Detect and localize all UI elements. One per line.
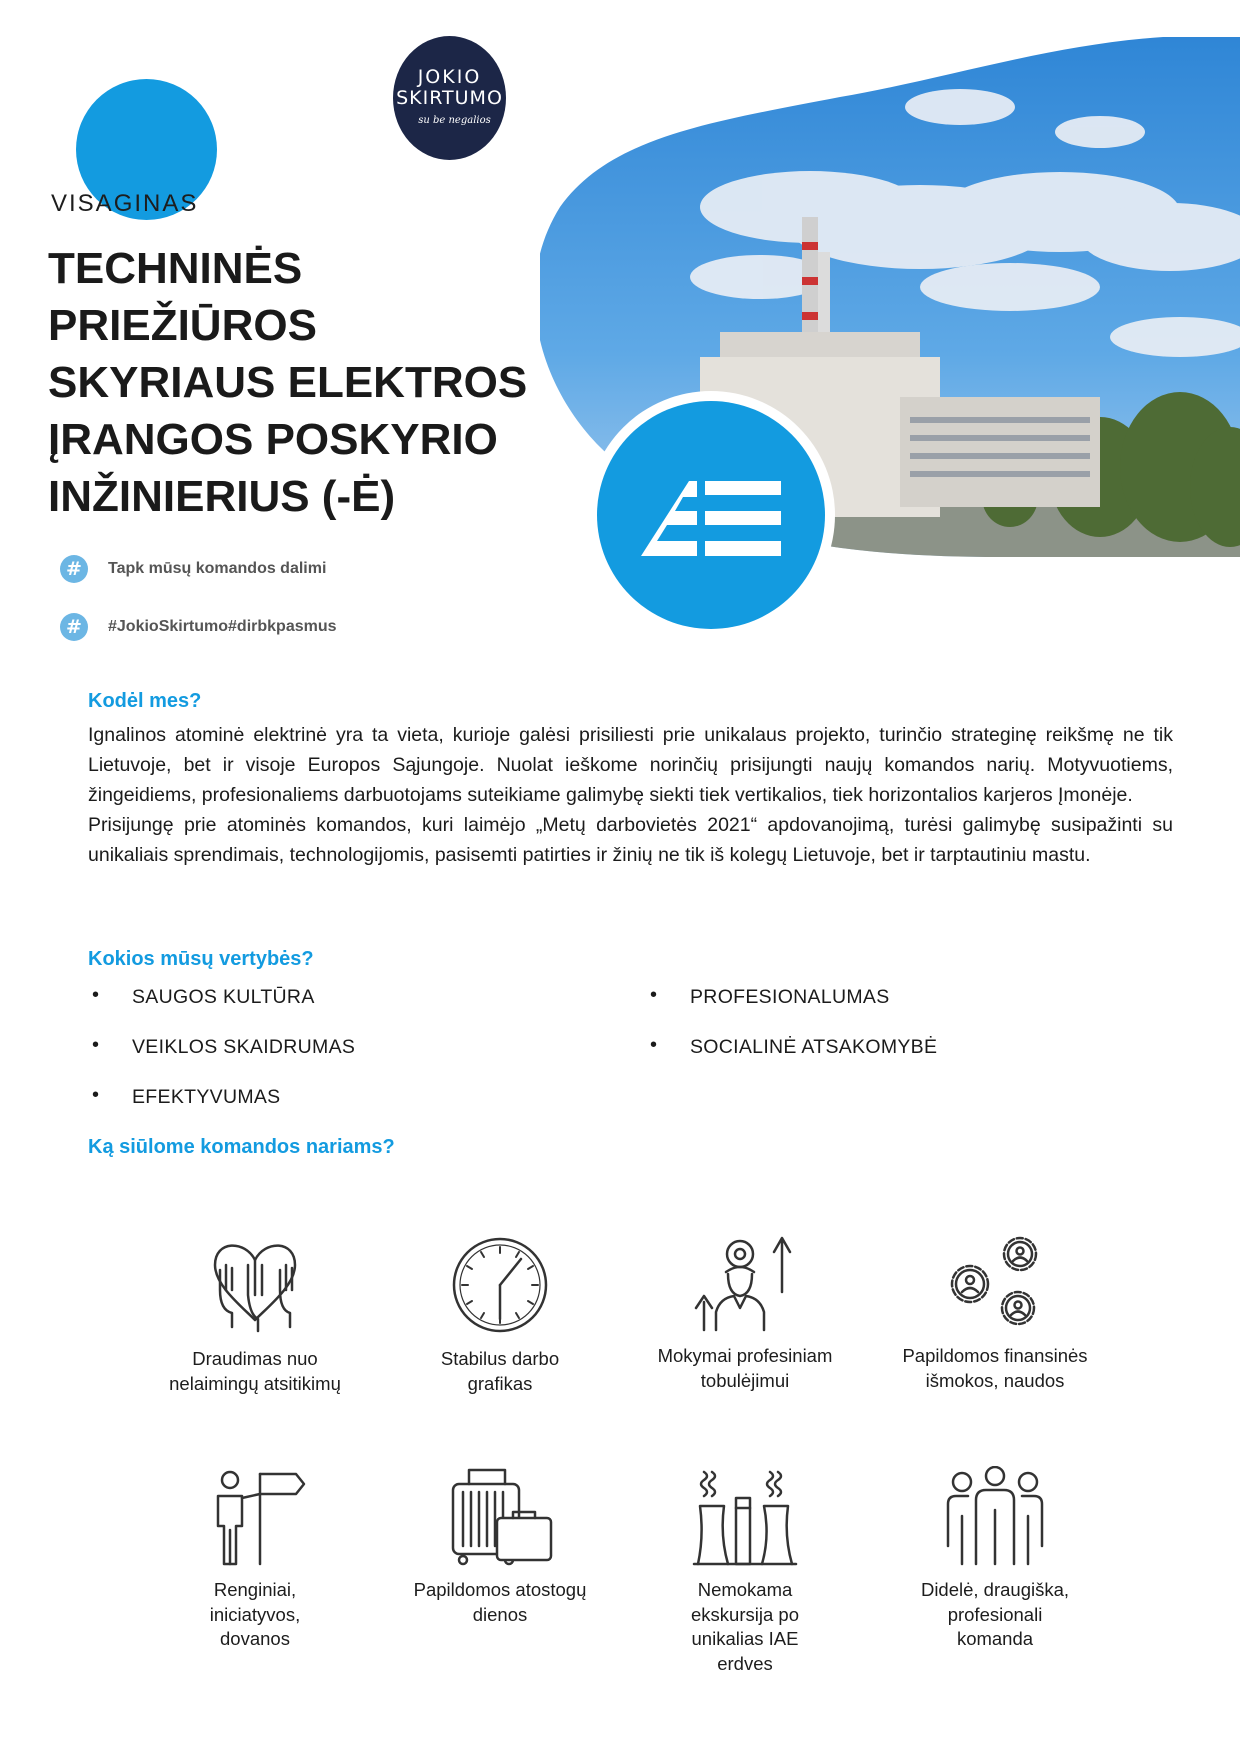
benefit-label: Mokymai profesiniam tobulėjimui [657, 1345, 833, 1391]
benefit-label: Stabilus darbo grafikas [440, 1348, 560, 1394]
team-icon [940, 1466, 1050, 1566]
benefit-item [410, 1466, 590, 1627]
clock-icon [445, 1235, 555, 1335]
why-paragraph-2: Prisijungę prie atominės komandos, kuri laimėjo „Metų darbovietės 2021“ apdovanojimą, turėsi galimybę susipažinti su unikaliais sprendimais, technologijomis, pasisemti patirties ir žinių ne tik iš kolegų Lietuvoje, bet ir tarptautiniu mastu. [88, 814, 1173, 866]
engineer-growth-icon [690, 1232, 800, 1332]
benefit-item [180, 1466, 330, 1652]
value-item: • EFEKTYVUMAS [92, 1084, 281, 1108]
ae-logo-icon [597, 401, 825, 629]
value-item: • SAUGOS KULTŪRA [92, 984, 315, 1008]
logo-line-2: SKIRTUMO [396, 87, 503, 109]
hands-heart-icon [200, 1235, 310, 1335]
benefit-item [410, 1235, 590, 1396]
tag-label: Tapk mūsų komandos dalimi [108, 560, 327, 577]
benefit-label: Didelė, draugiška, profesionali komanda [920, 1579, 1070, 1649]
title-line: TECHNINĖS [48, 244, 303, 293]
luggage-icon [445, 1466, 555, 1566]
benefit-item [920, 1466, 1070, 1652]
logo-tagline: su be negalios [418, 115, 491, 126]
benefit-item [160, 1235, 350, 1396]
tag-label: #JokioSkirtumo#dirbkpasmus [108, 618, 337, 635]
benefit-label: Renginiai, iniciatyvos, dovanos [209, 1579, 301, 1649]
hashtag-icon: # [60, 555, 88, 583]
value-item: • SOCIALINĖ ATSAKOMYBĖ [650, 1034, 938, 1058]
tag-item [60, 613, 337, 641]
benefit-label: Draudimas nuo nelaimingų atsitikimų [169, 1348, 341, 1394]
values-list [88, 982, 1188, 1122]
benefit-label: Nemokama ekskursija po unikalias IAE erdves [691, 1579, 799, 1674]
value-item: • VEIKLOS SKAIDRUMAS [92, 1034, 356, 1058]
benefit-item [665, 1466, 825, 1676]
job-title [48, 240, 528, 525]
title-line: INŽINIERIUS (-Ė) [48, 472, 396, 521]
why-paragraph-1: Ignalinos atominė elektrinė yra ta vieta, kurioje galėsi prisiliesti prie unikalaus projekto, turinčio strateginę reikšmę ne tik Lietuvoje, bet ir visoje Europos Sąjungoje. Nuolat ieškome norinčių prisijungti naujų komandos narių. Motyvuotiems, žingeidiems, profesionaliems darbuotojams suteikiame galimybę siekti tiek vertikalios, tiek horizontalios karjeros Įmonėje. [88, 724, 1173, 806]
value-item: • PROFESIONALUMAS [650, 984, 890, 1008]
ae-logo-badge [587, 391, 835, 639]
jokio-skirtumo-logo [393, 36, 506, 160]
hashtag-icon: # [60, 613, 88, 641]
title-line: ĮRANGOS POSKYRIO [48, 415, 498, 464]
title-line: PRIEŽIŪROS [48, 301, 317, 350]
benefit-label: Papildomos atostogų dienos [413, 1579, 587, 1625]
benefit-item [655, 1232, 835, 1393]
benefit-item [895, 1232, 1095, 1393]
logo-line-1: JOKIO [417, 66, 482, 88]
title-line: SKYRIAUS ELEKTROS [48, 358, 528, 407]
values-heading: Kokios mūsų vertybės? [88, 948, 314, 970]
why-heading: Kodėl mes? [88, 690, 202, 712]
power-plant-icon [690, 1466, 800, 1566]
gears-people-icon [940, 1232, 1050, 1332]
benefit-label: Papildomos finansinės išmokos, naudos [902, 1345, 1088, 1391]
offer-heading: Ką siūlome komandos nariams? [88, 1136, 395, 1158]
location-label: VISAGINAS [51, 190, 199, 217]
person-flag-icon [200, 1466, 310, 1566]
tag-item [60, 555, 326, 583]
why-text [88, 720, 1173, 870]
